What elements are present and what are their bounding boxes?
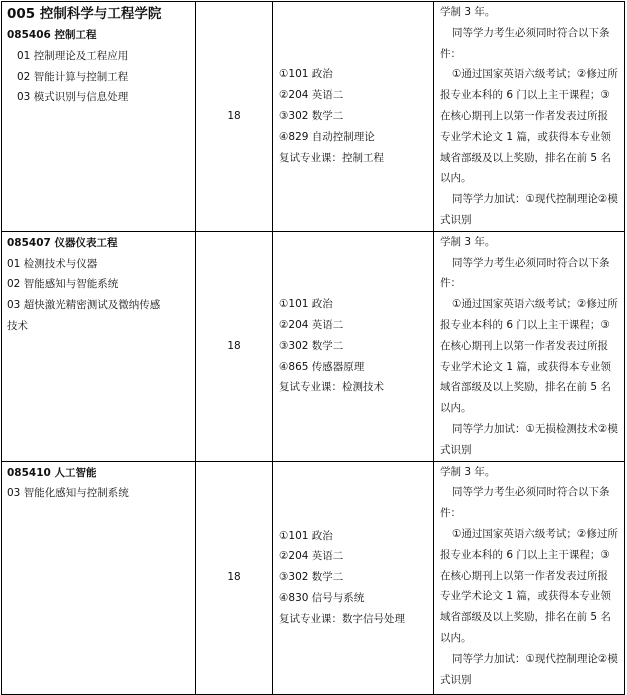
direction-item: 03 智能化感知与控制系统 — [7, 487, 129, 500]
enrollment-count: 18 — [196, 2, 273, 232]
exam-item: ③302 数学二 — [279, 109, 344, 122]
table-row — [2, 461, 625, 694]
exam-subjects — [273, 461, 434, 694]
direction-item: 03 模式识别与信息处理 — [17, 91, 129, 104]
note-line: 件： — [440, 507, 461, 520]
direction-item: 02 智能感知与智能系统 — [7, 278, 119, 291]
major-title: 085407 仪器仪表工程 — [7, 236, 118, 249]
note-line: 以内。 — [440, 172, 472, 185]
exam-item: ②204 英语二 — [279, 318, 344, 331]
exam-item: ④865 传感器原理 — [279, 360, 365, 373]
direction-item: 01 检测技术与仪器 — [7, 257, 98, 270]
note-line: 同等学力考生必须同时符合以下条 — [452, 256, 610, 269]
note-line: 专业学术论文 1 篇，或获得本专业领 — [440, 130, 611, 143]
exam-item: ①101 政治 — [279, 298, 333, 311]
note-line: 专业学术论文 1 篇，或获得本专业领 — [440, 590, 611, 603]
college-title: 005 控制科学与工程学院 — [7, 6, 162, 22]
direction-item: 01 控制理论及工程应用 — [17, 49, 129, 62]
exam-item: ④829 自动控制理论 — [279, 130, 375, 143]
note-line: 式识别 — [440, 213, 472, 226]
admissions-table — [1, 1, 625, 695]
remarks-cell — [434, 461, 625, 694]
exam-item: 复试专业课：检测技术 — [279, 381, 384, 394]
note-line: 在核心期刊上以第一作者发表过所报 — [440, 339, 608, 352]
note-line: 以内。 — [440, 402, 472, 415]
exam-item: ②204 英语二 — [279, 89, 344, 102]
exam-item: ①101 政治 — [279, 529, 333, 542]
note-line: 同等学力考生必须同时符合以下条 — [452, 486, 610, 499]
table-row — [2, 2, 625, 232]
note-line: ①通过国家英语六级考试；②修过所 — [452, 68, 618, 81]
enrollment-count: 18 — [196, 461, 273, 694]
enrollment-count: 18 — [196, 231, 273, 461]
note-line: 学制 3 年。 — [440, 6, 496, 18]
note-line: 同等学力加试：①无损检测技术②模 — [452, 422, 618, 435]
major-cell — [2, 2, 196, 232]
note-line: 报专业本科的 6 门以上主干课程；③ — [440, 89, 610, 102]
note-line: 学制 3 年。 — [440, 235, 496, 248]
exam-item: ②204 英语二 — [279, 550, 344, 563]
note-line: ①通过国家英语六级考试；②修过所 — [452, 298, 618, 311]
exam-subjects — [273, 231, 434, 461]
note-line: ①通过国家英语六级考试；②修过所 — [452, 527, 618, 540]
note-line: 报专业本科的 6 门以上主干课程；③ — [440, 318, 610, 331]
major-title: 085410 人工智能 — [7, 466, 97, 479]
major-title: 085406 控制工程 — [7, 29, 97, 41]
note-line: 在核心期刊上以第一作者发表过所报 — [440, 109, 608, 122]
note-line: 报专业本科的 6 门以上主干课程；③ — [440, 548, 610, 561]
exam-item: ③302 数学二 — [279, 339, 344, 352]
direction-item: 技术 — [7, 319, 28, 332]
major-cell — [2, 231, 196, 461]
note-line: 同等学力加试：①现代控制理论②模 — [452, 193, 618, 206]
note-line: 式识别 — [440, 443, 472, 456]
table-row — [2, 231, 625, 461]
exam-item: ④830 信号与系统 — [279, 591, 365, 604]
exam-item: ③302 数学二 — [279, 571, 344, 584]
note-line: 域省部级及以上奖励，排名在前 5 名 — [440, 151, 611, 164]
note-line: 同等学力考生必须同时符合以下条 — [452, 26, 610, 39]
remarks-cell — [434, 231, 625, 461]
note-line: 件： — [440, 47, 461, 60]
exam-item: ①101 政治 — [279, 68, 333, 81]
note-line: 学制 3 年。 — [440, 465, 496, 478]
direction-item: 03 超快激光精密测试及微纳传感 — [7, 299, 161, 312]
note-line: 在核心期刊上以第一作者发表过所报 — [440, 569, 608, 582]
exam-subjects — [273, 2, 434, 232]
note-line: 域省部级及以上奖励，排名在前 5 名 — [440, 611, 611, 624]
note-line: 件： — [440, 277, 461, 290]
note-line: 专业学术论文 1 篇，或获得本专业领 — [440, 360, 611, 373]
major-cell — [2, 461, 196, 694]
note-line: 域省部级及以上奖励，排名在前 5 名 — [440, 381, 611, 394]
remarks-cell — [434, 2, 625, 232]
note-line: 式识别 — [440, 673, 472, 686]
exam-item: 复试专业课：数字信号处理 — [279, 612, 405, 625]
direction-item: 02 智能计算与控制工程 — [17, 70, 129, 83]
note-line: 同等学力加试：①现代控制理论②模 — [452, 652, 618, 665]
exam-item: 复试专业课：控制工程 — [279, 151, 384, 164]
note-line: 以内。 — [440, 631, 472, 644]
